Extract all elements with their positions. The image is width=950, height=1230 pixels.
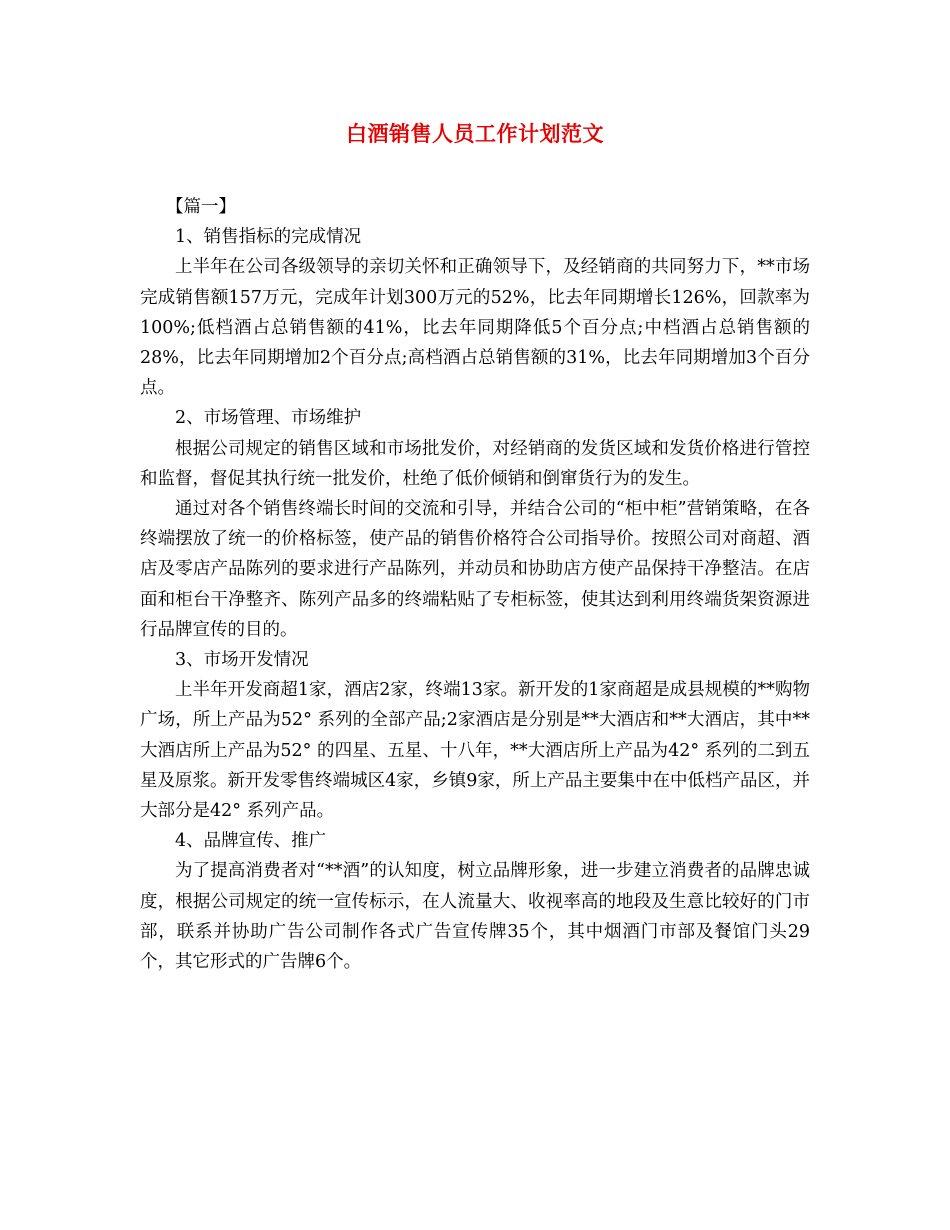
document-title: 白酒销售人员工作计划范文 xyxy=(346,121,604,146)
paragraph-market-management-2: 通过对各个销售终端长时间的交流和引导，并结合公司的“柜中柜”营销策略，在各终端摆放了统一的价格标签，使产品的销售价格符合公司指导价。按照公司对商超、酒店及零店产品陈列的要求进行产品陈列，并动员和协助店方使产品保持干净整洁。在店面和柜台干净整齐、陈列产品多的终端粘贴了专柜标签，使其达到利用终端货架资源进行品牌宣传的目的。 xyxy=(140,499,810,640)
paragraph-sales-targets: 上半年在公司各级领导的亲切关怀和正确领导下，及经销商的共同努力下，**市场完成销售额157万元，完成年计划300万元的52%，比去年同期增长126%，回款率为100%;低档酒占总销售额的41%，比去年同期降低5个百分点;中档酒占总销售额的28%，比去年同期增加2个百分点;高档酒占总销售额的31%，比去年同期增加3个百分点。 xyxy=(140,257,810,399)
section-label: 【篇一】 xyxy=(166,197,236,217)
paragraph-market-management-1: 根据公司规定的销售区域和市场批发价，对经销商的发货区域和发货价格进行管控和监督，督促其执行统一批发价，杜绝了低价倾销和倒窜货行为的发生。 xyxy=(140,438,810,489)
heading-sales-targets: 1、销售指标的完成情况 xyxy=(175,227,362,248)
paragraph-brand-promotion: 为了提高消费者对“**酒”的认知度，树立品牌形象，进一步建立消费者的品牌忠诚度，根据公司规定的统一宣传标示，在人流量大、收视率高的地段及生意比较好的门市部，联系并协助广告公司制作各式广告宣传牌35个，其中烟酒门市部及餐馆门头29个，其它形式的广告牌6个。 xyxy=(140,861,810,973)
paragraph-market-development: 上半年开发商超1家，酒店2家，终端13家。新开发的1家商超是成县规模的**购物广场，所上产品为52° 系列的全部产品;2家酒店是分别是**大酒店和**大酒店，其中**大酒店所上产品为52° 的四星、五星、十八年，**大酒店所上产品为42° 系列的二到五星及原浆。新开发零售终端城区4家，乡镇9家，所上产品主要集中在中低档产品区，并大部分是42° 系列产品。 xyxy=(140,680,810,822)
document-body xyxy=(140,192,810,977)
heading-market-management: 2、市场管理、市场维护 xyxy=(175,408,362,429)
heading-brand-promotion: 4、品牌宣传、推广 xyxy=(175,831,327,852)
heading-market-development: 3、市场开发情况 xyxy=(175,650,309,671)
